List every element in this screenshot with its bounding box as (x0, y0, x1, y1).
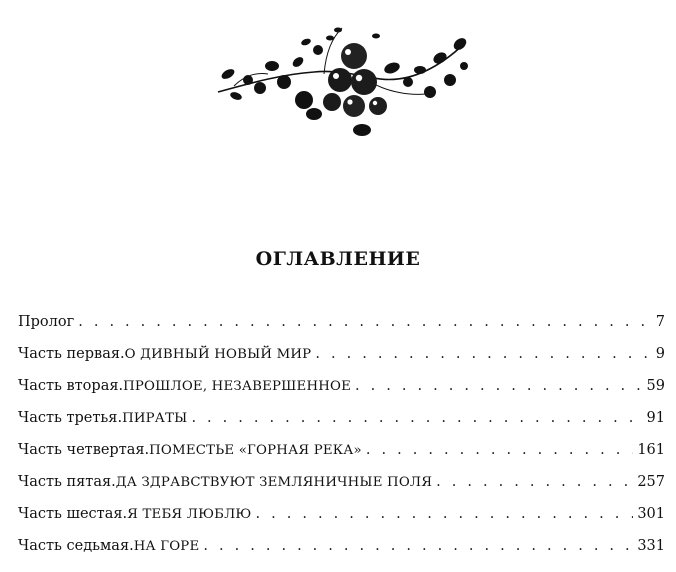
toc-section-name: ПРОШЛОЕ, НЕЗАВЕРШЕННОЕ (123, 379, 352, 394)
toc-entry-part-2[interactable] (18, 378, 665, 410)
toc-dot-leader (203, 538, 633, 554)
toc-dot-leader (315, 346, 651, 362)
toc-dot-leader (78, 314, 652, 330)
toc-dot-leader (355, 378, 643, 394)
toc-part-label: Часть четвертая. (18, 442, 150, 458)
toc-section-name: ДА ЗДРАВСТВУЮТ ЗЕМЛЯНИЧНЫЕ ПОЛЯ (115, 475, 433, 490)
toc-entry-part-6[interactable] (18, 506, 665, 538)
toc-page-number: 59 (646, 378, 665, 394)
toc-dot-leader (191, 410, 642, 426)
toc-dot-leader (256, 506, 634, 522)
toc-entry-prologue[interactable] (18, 314, 665, 346)
floral-vignette-icon (214, 22, 470, 140)
toc-dot-leader (366, 442, 633, 458)
toc-entry-part-5[interactable] (18, 474, 665, 506)
toc-entry-part-4[interactable] (18, 442, 665, 474)
toc-dot-leader (436, 474, 633, 490)
toc-entry-part-7[interactable] (18, 538, 665, 570)
toc-section-name: О ДИВНЫЙ НОВЫЙ МИР (124, 347, 312, 362)
toc-part-label: Пролог (18, 314, 75, 330)
toc-page-number: 257 (637, 474, 665, 490)
toc-part-label: Часть третья. (18, 410, 123, 426)
toc-section-name: ПОМЕСТЬЕ «ГОРНАЯ РЕКА» (149, 443, 362, 458)
toc-part-label: Часть шестая. (18, 506, 128, 522)
toc-page-number: 91 (646, 410, 665, 426)
table-of-contents (18, 314, 665, 570)
toc-entry-part-3[interactable] (18, 410, 665, 442)
toc-section-name: ПИРАТЫ (122, 411, 188, 426)
toc-page-number: 301 (637, 506, 665, 522)
toc-page-number: 7 (655, 314, 665, 330)
toc-part-label: Часть пятая. (18, 474, 116, 490)
page-title: ОГЛАВЛЕНИЕ (255, 248, 421, 270)
toc-page-number: 331 (637, 538, 665, 554)
toc-part-label: Часть седьмая. (18, 538, 134, 554)
toc-part-label: Часть первая. (18, 346, 125, 362)
toc-page-number: 9 (655, 346, 665, 362)
toc-section-name: НА ГОРЕ (133, 539, 200, 554)
toc-entry-part-1[interactable] (18, 346, 665, 378)
toc-page-number: 161 (637, 442, 665, 458)
toc-section-name: Я ТЕБЯ ЛЮБЛЮ (127, 507, 252, 522)
toc-part-label: Часть вторая. (18, 378, 124, 394)
